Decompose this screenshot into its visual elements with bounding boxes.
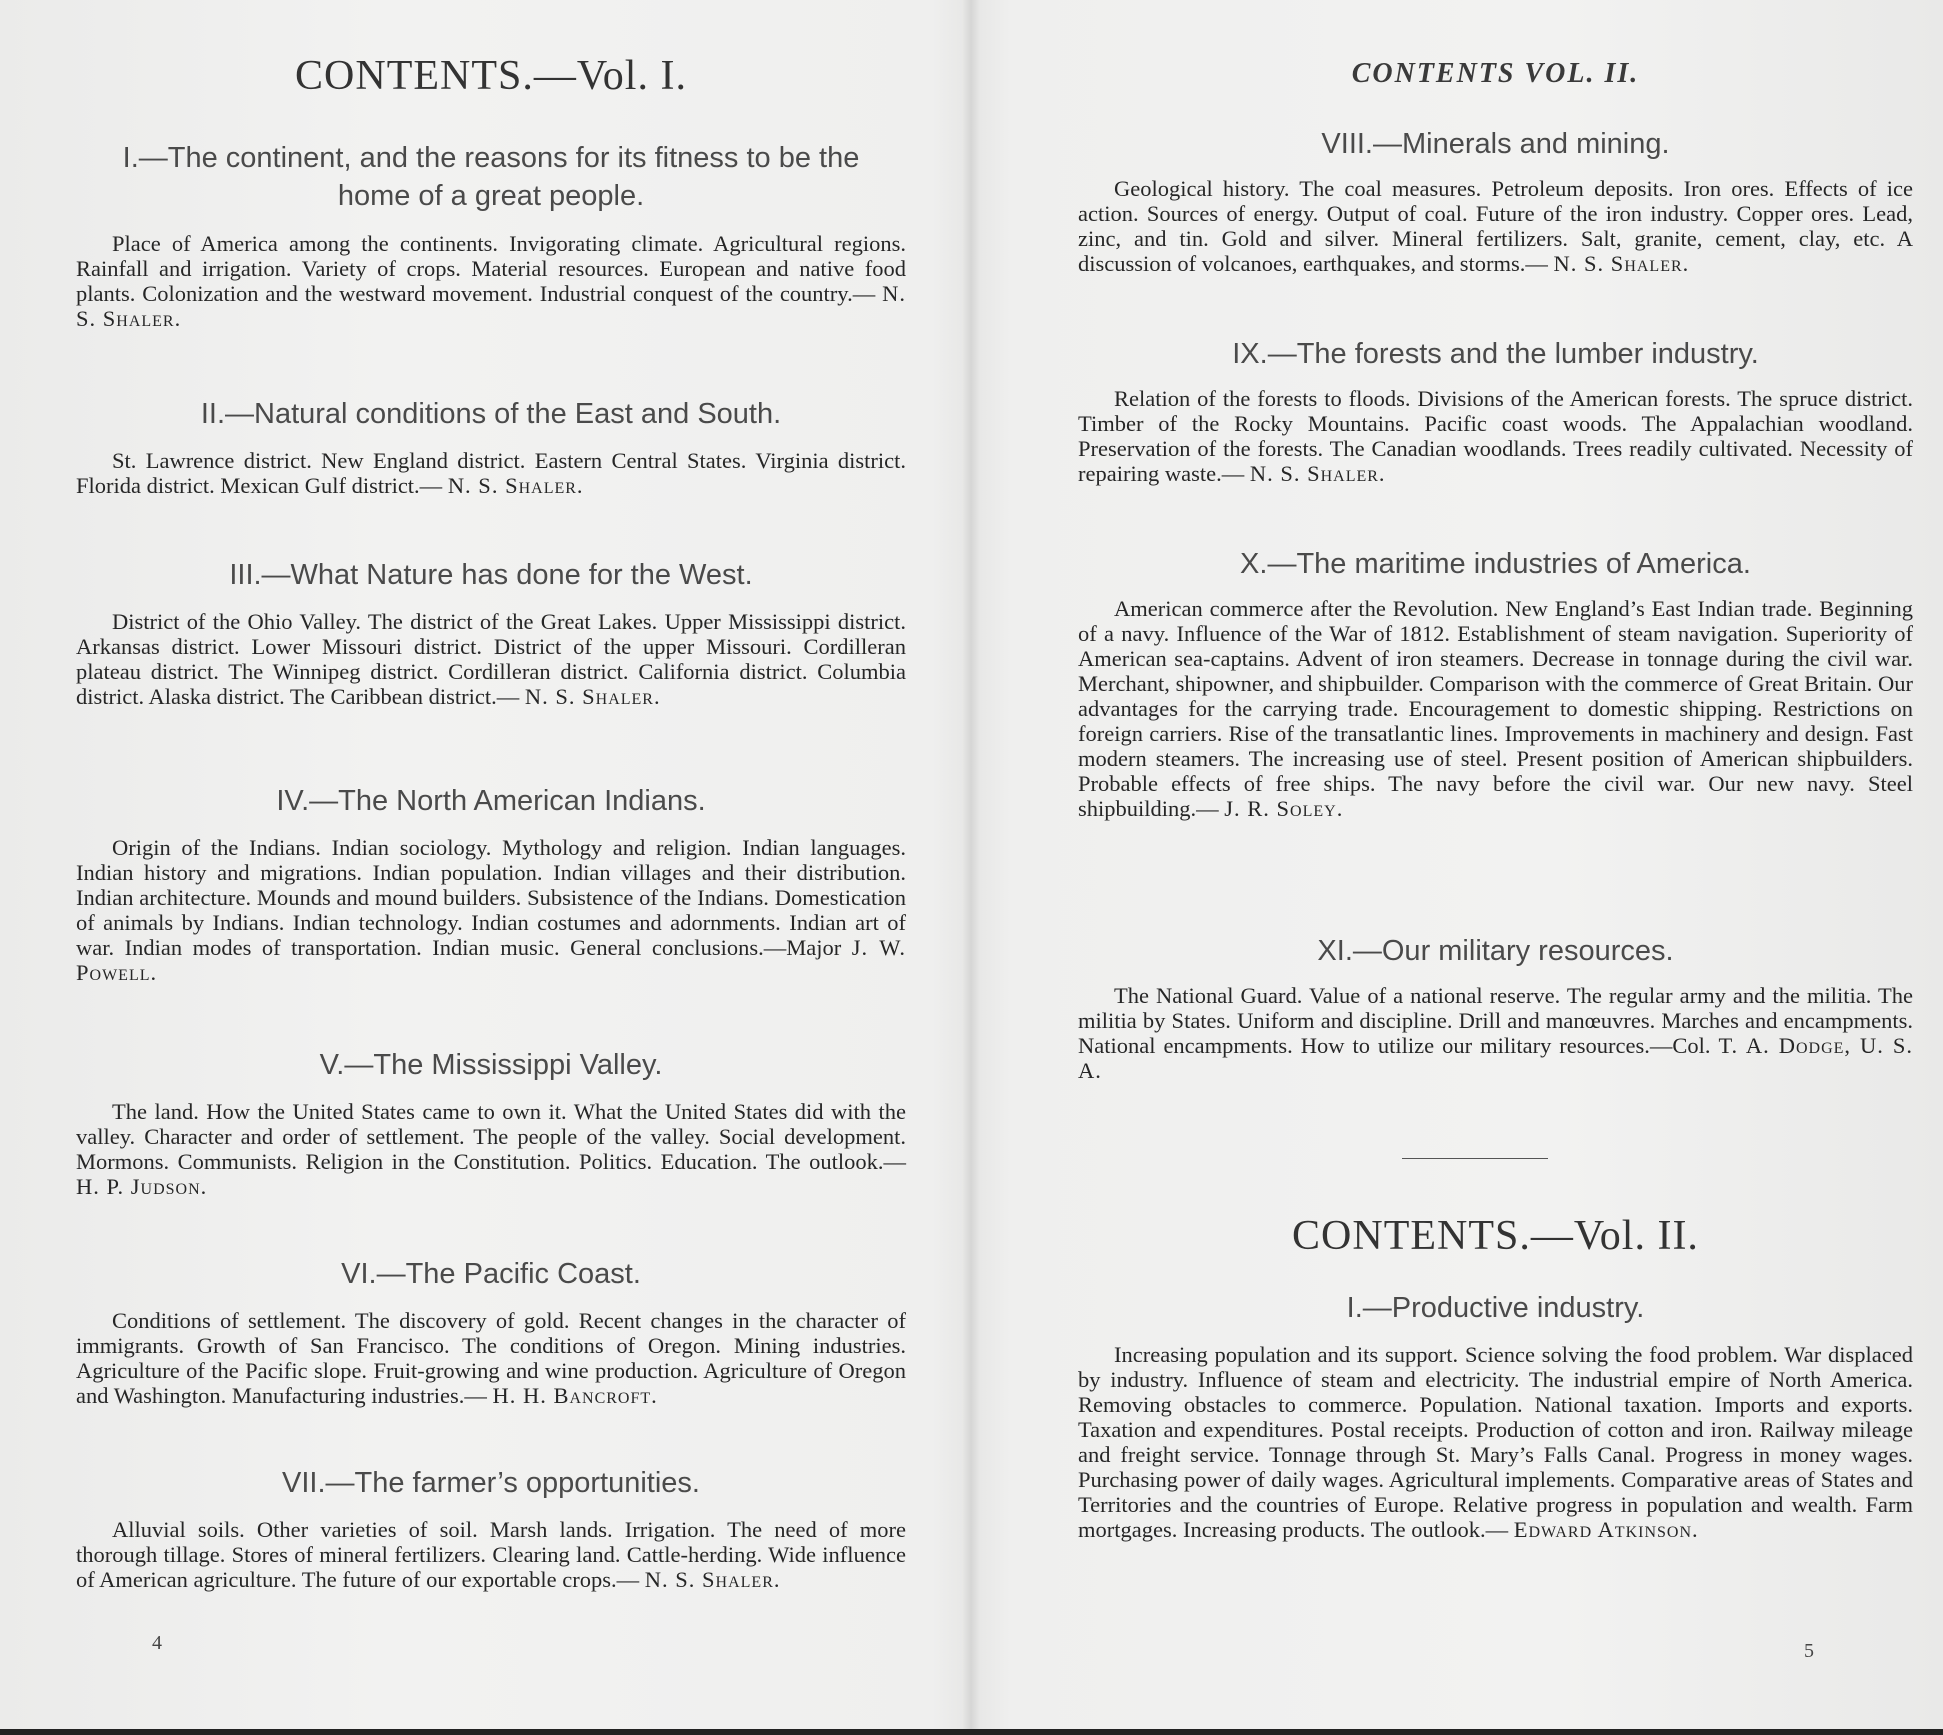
chapter-description — [76, 231, 906, 331]
chapter-description — [1078, 1342, 1913, 1542]
chapter-block — [1078, 336, 1913, 486]
chapter-title: VI.—The Pacific Coast. — [341, 1258, 641, 1290]
chapter-author: J. W. Powell. — [76, 934, 907, 985]
chapter-description — [76, 1308, 906, 1408]
chapter-description — [1078, 596, 1913, 821]
chapter-title: I.—Productive industry. — [1346, 1292, 1645, 1324]
chapter-block — [1078, 546, 1913, 821]
chapter-body: The land. How the United States came to own it. What the United States did with the valley. Character and order of settlement. The people of the valley. Social development. Mormons. Communists. Religion in the Constitution. Politics. Education. The outlook.— — [76, 1098, 906, 1174]
chapter-description — [1078, 983, 1913, 1083]
chapter-body: Increasing population and its support. Science solving the food problem. War displaced by industry. Influence of steam and electricity. The industrial empire of North America. Removing obstacles to commerce. Population. National taxation. Imports and exports. Taxation and expenditures. Postal receipts. Production of cotton and iron. Railway mileage and freight service. Tonnage through St. Mary’s Falls Canal. Progress in money wages. Purchasing power of daily wages. Agricultural implements. Comparative areas of States and Territories and the countries of Europe. Relative progress in population and wealth. Farm mortgages. Increasing products. The outlook.— — [1078, 1341, 1913, 1542]
chapter-description — [76, 1099, 906, 1199]
chapter-body: American commerce after the Revolution. New England’s East Indian trade. Beginning of a navy. Influence of the War of 1812. Establishment of steam navigation. Superiority of American sea-captains. Advent of iron steamers. Decrease in tonnage during the civil war. Merchant, shipowner, and shipbuilder. Comparison with the commerce of Great Britain. Our advantages for the carrying trade. Encouragement to domestic shipping. Restrictions on foreign carriers. Rise of the transatlantic lines. Improvements in machinery and design. Fast modern steamers. The increasing use of steel. Present position of American shipbuilders. Probable effects of free ships. The navy before the civil war. Our new navy. Steel shipbuilding.— — [1078, 595, 1913, 821]
chapter-description — [76, 609, 906, 709]
chapter-block — [76, 557, 906, 709]
left-page — [0, 0, 970, 1735]
chapter-title: X.—The maritime industries of America. — [1240, 548, 1751, 580]
chapter-title: VIII.—Minerals and mining. — [1321, 128, 1670, 160]
chapter-author: N. S. Shaler. — [644, 1566, 781, 1592]
chapter-title: V.—The Mississippi Valley. — [319, 1049, 663, 1081]
chapter-author: N. S. Shaler. — [524, 683, 661, 709]
chapter-author: N. S. Shaler. — [447, 472, 584, 498]
left-heading-block — [76, 52, 906, 100]
chapter-body: Relation of the forests to floods. Divisions of the American forests. The spruce district. Timber of the Rocky Mountains. Pacific coast woods. The Appalachian woodland. Preservation of the forests. The Canadian woodlands. Trees readily cultivated. Necessity of repairing waste.— — [1078, 385, 1913, 486]
chapter-author: J. R. Soley. — [1224, 795, 1344, 821]
chapter-author: Edward Atkinson. — [1513, 1516, 1699, 1542]
chapter-block — [76, 1256, 906, 1408]
chapter-author: N. S. Shaler. — [1553, 250, 1690, 276]
chapter-title: II.—Natural conditions of the East and South. — [200, 398, 782, 430]
chapter-description — [1078, 176, 1913, 276]
chapter-block — [76, 783, 906, 985]
chapter-description — [76, 835, 906, 985]
chapter-body: Origin of the Indians. Indian sociology. Mythology and religion. Indian languages. Indian history and migrations. Indian population. Indian villages and their distribution. Indian architecture. Mounds and mound builders. Subsistence of the Indians. Domestication of animals by Indians. Indian technology. Indian costumes and adornments. Indian art of war. Indian modes of transportation. Indian music. General conclusions.—Major — [76, 834, 906, 960]
chapter-author: N. S. Shaler. — [76, 281, 906, 332]
chapter-body: Geological history. The coal measures. Petroleum deposits. Iron ores. Effects of ice action. Sources of energy. Output of coal. Future of the iron industry. Copper ores. Lead, zinc, and tin. Gold and silver. Mineral fertilizers. Salt, granite, cement, clay, etc. A discussion of volcanoes, earthquakes, and storms.— — [1078, 175, 1913, 276]
chapter-block — [1078, 1290, 1913, 1542]
chapter-description — [76, 448, 906, 498]
chapter-block — [76, 1047, 906, 1199]
chapter-author: N. S. Shaler. — [1249, 460, 1386, 486]
chapter-description — [1078, 386, 1913, 486]
right-heading-block — [1078, 58, 1913, 90]
chapter-body: St. Lawrence district. New England district. Eastern Central States. Virginia district. Florida district. Mexican Gulf district.— — [76, 447, 906, 498]
chapter-author: H. H. Bancroft. — [492, 1382, 658, 1408]
right-page-heading: CONTENTS VOL. II. — [1351, 58, 1640, 89]
chapter-title: III.—What Nature has done for the West. — [229, 559, 753, 591]
chapter-title: XI.—Our military resources. — [1317, 935, 1674, 967]
chapter-description — [76, 1517, 906, 1592]
page-bottom-edge — [0, 1729, 1943, 1735]
left-page-heading: CONTENTS.—Vol. I. — [295, 53, 687, 99]
chapter-body: Place of America among the continents. Invigorating climate. Agricultural regions. Rainfall and irrigation. Variety of crops. Material resources. European and native food plants. Colonization and the westward movement. Industrial conquest of the country.— — [76, 231, 906, 307]
right-page — [972, 0, 1943, 1735]
chapter-body: The National Guard. Value of a national reserve. The regular army and the militia. The militia by States. Uniform and discipline. Drill and manœuvres. Marches and encampments. National encampments. How to utilize our military resources.—Col. — [1078, 982, 1913, 1058]
chapter-body: Alluvial soils. Other varieties of soil. Marsh lands. Irrigation. The need of more thorough tillage. Stores of mineral fertilizers. Clearing land. Cattle-herding. Wide influence of American agriculture. The future of our exportable crops.— — [76, 1516, 906, 1592]
section-divider — [1402, 1158, 1548, 1159]
chapter-block — [76, 140, 906, 331]
chapter-block — [1078, 933, 1913, 1083]
chapter-title: IX.—The forests and the lumber industry. — [1232, 338, 1759, 370]
chapter-title: I.—The continent, and the reasons for its fitness to be the home of a great people. — [122, 142, 860, 212]
chapter-block — [76, 396, 906, 498]
page-number: 5 — [1804, 1640, 1814, 1662]
chapter-block — [1078, 126, 1913, 276]
chapter-author: T. A. Dodge, U. S. A. — [1078, 1032, 1913, 1083]
chapter-body: District of the Ohio Valley. The district of the Great Lakes. Upper Mississippi district. Arkansas district. Lower Missouri district. District of the upper Missouri. Cordilleran plateau district. The Winnipeg district. Cordilleran district. California district. Columbia district. Alaska district. The Caribbean district.— — [76, 608, 906, 709]
page-number: 4 — [152, 1632, 162, 1654]
vol2-heading: CONTENTS.—Vol. II. — [1292, 1213, 1699, 1259]
chapter-block — [76, 1465, 906, 1592]
chapter-author: H. P. Judson. — [76, 1173, 208, 1199]
chapter-title: IV.—The North American Indians. — [276, 785, 706, 817]
chapter-body: Conditions of settlement. The discovery of gold. Recent changes in the character of immigrants. Growth of San Francisco. The conditions of Oregon. Mining industries. Agriculture of the Pacific slope. Fruit-growing and wine production. Agriculture of Oregon and Washington. Manufacturing industries.— — [76, 1307, 906, 1408]
chapter-title: VII.—The farmer’s opportunities. — [282, 1467, 700, 1499]
vol2-heading-block — [1078, 1212, 1913, 1260]
